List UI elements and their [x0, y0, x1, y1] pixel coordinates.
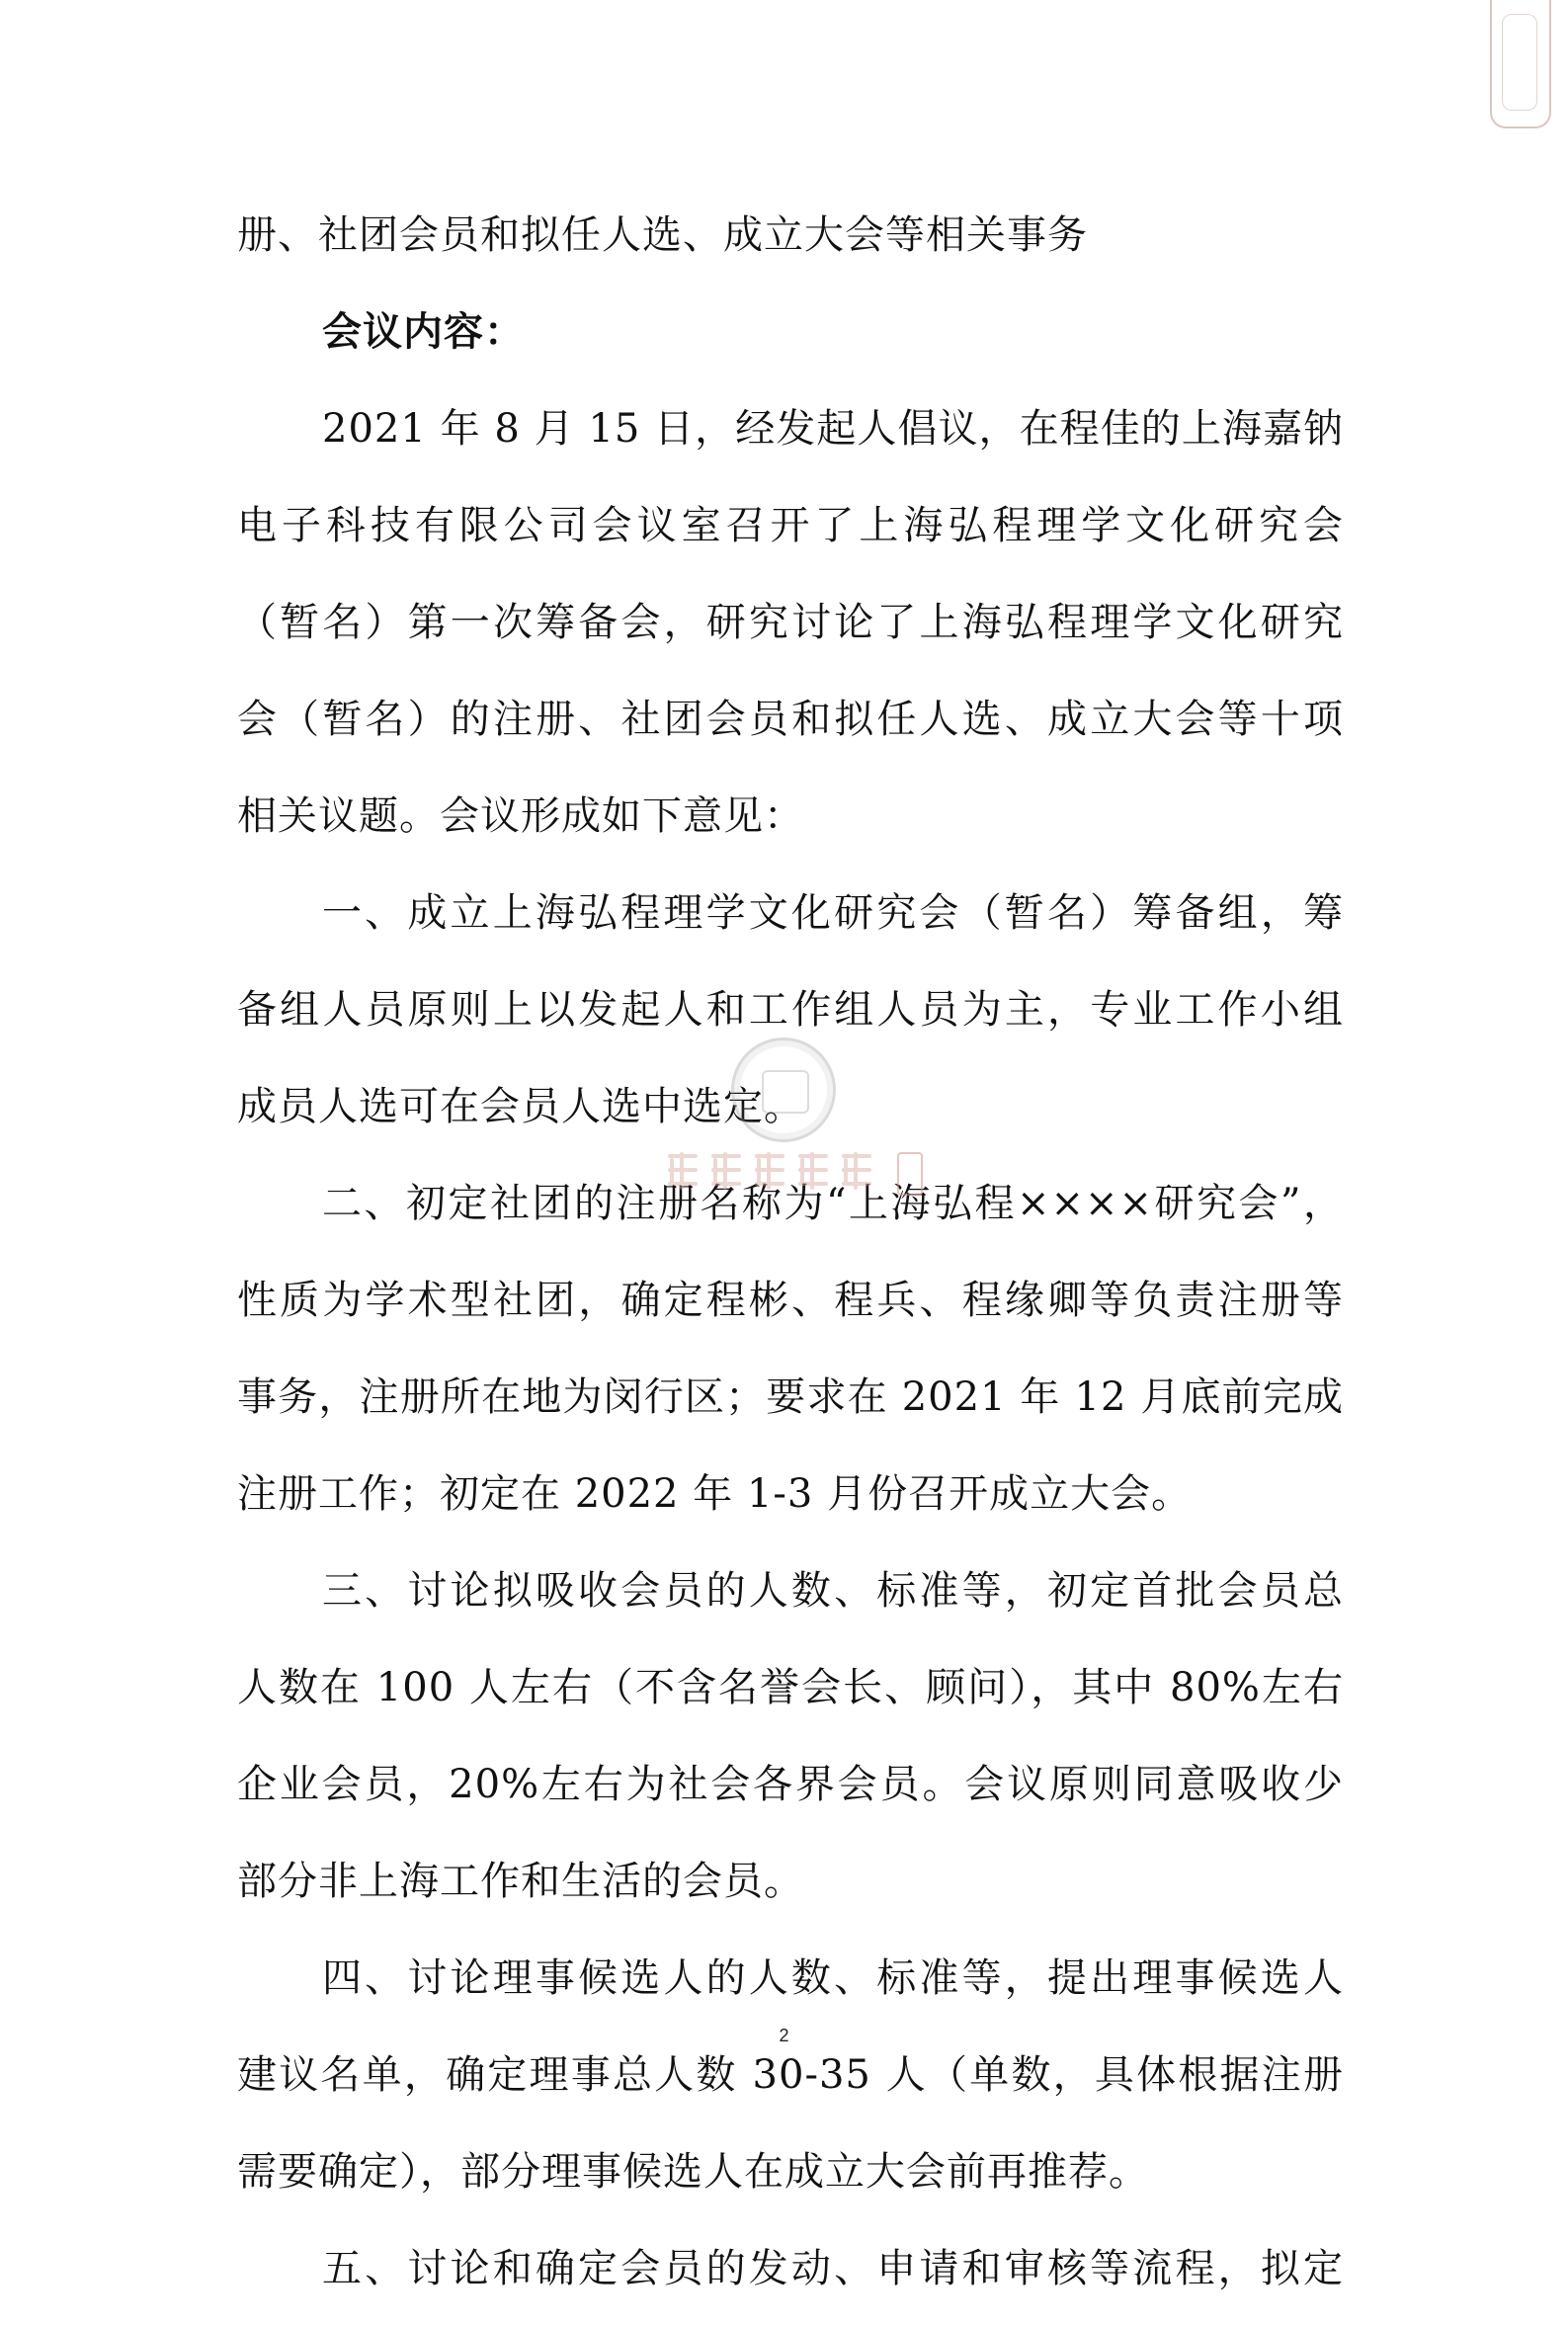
watermark-seal-icon — [731, 1038, 836, 1142]
watermark-seal-glyph — [762, 1070, 809, 1114]
text-line: 相关议题。会议形成如下意见： — [237, 793, 804, 839]
text-line: 一、成立上海弘程理学文化研究会（暂名）筹备组，筹 — [322, 890, 1344, 936]
watermark-stroke — [713, 1158, 717, 1184]
watermark-stroke — [810, 1152, 814, 1190]
text-line: 事务，注册所在地为闵行区；要求在 2021 年 12 月底前完成 — [237, 1374, 1344, 1420]
watermark-stroke — [680, 1152, 684, 1190]
text-line: 企业会员，20%左右为社会各界会员。会议原则同意吸收少 — [237, 1762, 1344, 1807]
text-line: 部分非上海工作和生活的会员。 — [237, 1859, 804, 1904]
corner-seal-inner — [1502, 14, 1537, 111]
watermark-stroke — [767, 1152, 771, 1190]
text-line: 备组人员原则上以发起人和工作组人员为主，专业工作小组 — [237, 987, 1344, 1033]
text-line: 三、讨论拟吸收会员的人数、标准等，初定首批会员总 — [322, 1568, 1344, 1614]
watermark-stroke — [800, 1158, 804, 1184]
text-line: 五、讨论和确定会员的发动、申请和审核等流程，拟定 — [322, 2246, 1344, 2291]
corner-seal-decoration — [1490, 0, 1551, 128]
text-line: 会（暂名）的注册、社团会员和拟任人选、成立大会等十项 — [237, 697, 1344, 742]
text-line: 电子科技有限公司会议室召开了上海弘程理学文化研究会 — [237, 503, 1344, 548]
text-line: （暂名）第一次筹备会，研究讨论了上海弘程理学文化研究 — [237, 600, 1344, 645]
text-line: 需要确定），部分理事候选人在成立大会前再推荐。 — [237, 2149, 1149, 2195]
watermark-stroke — [670, 1158, 674, 1184]
text-line: 人数在 100 人左右（不含名誉会长、顾问），其中 80%左右 — [237, 1665, 1344, 1710]
text-line: 注册工作；初定在 2022 年 1-3 月份召开成立大会。 — [237, 1471, 1193, 1517]
document-body — [237, 196, 1344, 2326]
watermark-stamp-icon — [897, 1152, 923, 1196]
text-line: 性质为学术型社团，确定程彬、程兵、程缘卿等负责注册等 — [237, 1278, 1344, 1323]
watermark-stroke — [757, 1158, 761, 1184]
page-number: 2 — [779, 2026, 789, 2045]
watermark-stroke — [844, 1158, 848, 1184]
watermark-logo — [660, 1148, 887, 1196]
text-line: 册、社团会员和拟任人选、成立大会等相关事务 — [237, 212, 1088, 258]
text-line: 二、初定社团的注册名称为“上海弘程××××研究会”， — [322, 1181, 1344, 1226]
text-line: 成员人选可在会员人选中选定。 — [237, 1084, 804, 1129]
watermark-stroke — [854, 1152, 858, 1190]
watermark-stroke — [723, 1152, 727, 1190]
section-heading: 会议内容： — [322, 308, 525, 355]
text-line: 2021 年 8 月 15 日，经发起人倡议，在程佳的上海嘉钠 — [322, 406, 1344, 452]
text-line: 建议名单，确定理事总人数 30-35 人（单数，具体根据注册 — [237, 2052, 1344, 2098]
text-line: 四、讨论理事候选人的人数、标准等，提出理事候选人 — [322, 1955, 1344, 2001]
